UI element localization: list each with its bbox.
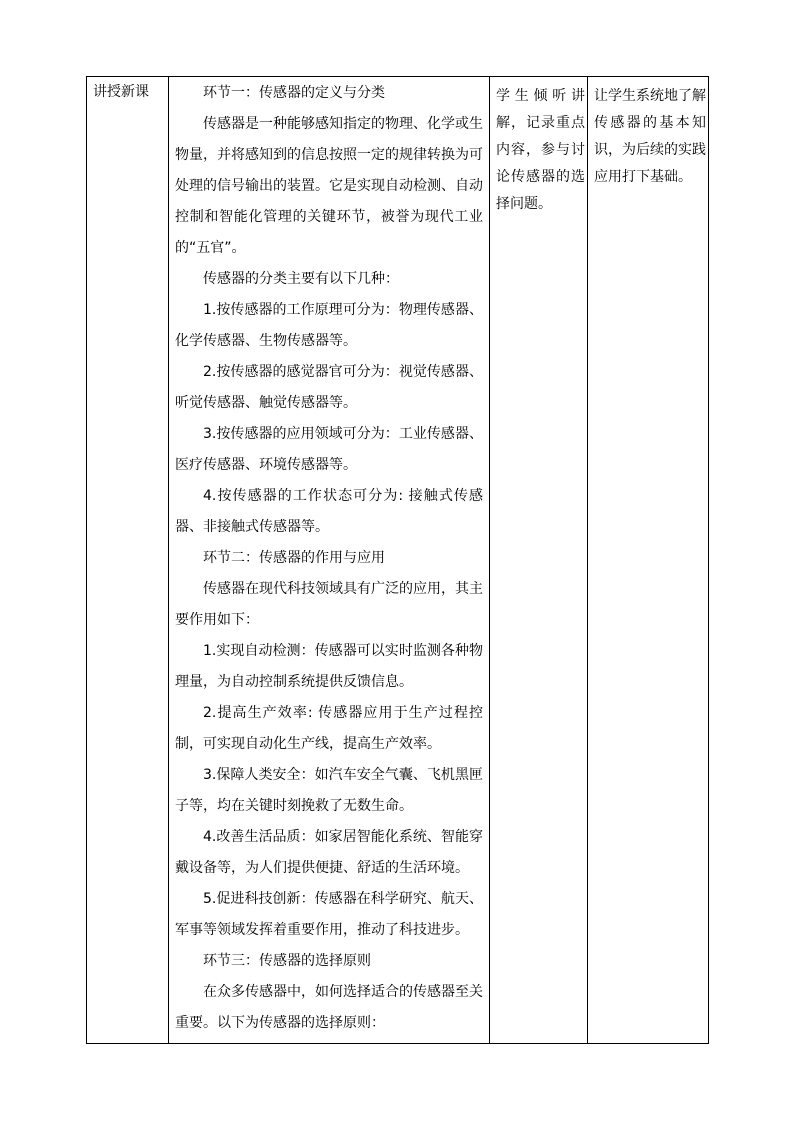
list-item: 2.提高生产效率: 传感器应用于生产过程控制，可实现自动化生产线，提高生产效率。 (175, 705, 483, 752)
design-purpose-text: 让学生系统地了解传感器的基本知识，为后续的实践应用打下基础。 (594, 88, 706, 185)
list-item: 3.保障人类安全：如汽车安全气囊、飞机黑匣子等，均在关键时刻挽救了无数生命。 (175, 767, 483, 814)
content-paragraph: 传感器在现代科技领域具有广泛的应用，其主要作用如下： (175, 581, 483, 628)
stage-label: 讲授新课 (93, 84, 149, 100)
section-heading-2: 环节二：传感器的作用与应用 (203, 550, 385, 566)
stage-cell (87, 77, 169, 1044)
list-item: 4.改善生活品质：如家居智能化系统、智能穿戴设备等，为人们提供便捷、舒适的生活环境。 (175, 829, 483, 876)
lesson-plan-table (86, 76, 709, 1044)
list-item: 5.促进科技创新：传感器在科学研究、航天、军事等领域发挥着重要作用，推动了科技进步。 (175, 891, 483, 938)
table-row (87, 77, 709, 1044)
content-paragraph: 传感器是一种能够感知指定的物理、化学或生物量，并将感知到的信息按照一定的规律转换为可处理的信号输出的装置。它是实现自动检测、自动控制和智能化管理的关键环节，被誉为现代工业的“五官”。 (175, 116, 483, 256)
list-item: 1.实现自动检测：传感器可以实时监测各种物理量，为自动控制系统提供反馈信息。 (175, 643, 483, 690)
section-heading-3: 环节三：传感器的选择原则 (203, 953, 371, 969)
list-item: 4.按传感器的工作状态可分为: 接触式传感器、非接触式传感器等。 (175, 488, 483, 535)
student-activity-text: 学生倾听讲解，记录重点内容，参与讨论传感器的选择问题。 (496, 88, 585, 212)
teaching-content-cell (169, 77, 490, 1044)
design-purpose-cell (588, 77, 709, 1044)
section-heading-1: 环节一：传感器的定义与分类 (203, 85, 385, 101)
list-item: 3.按传感器的应用领域可分为：工业传感器、医疗传感器、环境传感器等。 (175, 426, 483, 473)
list-item: 2.按传感器的感觉器官可分为：视觉传感器、听觉传感器、触觉传感器等。 (175, 364, 483, 411)
content-paragraph: 在众多传感器中，如何选择适合的传感器至关重要。以下为传感器的选择原则： (175, 984, 483, 1031)
student-activity-cell (490, 77, 588, 1044)
content-paragraph: 传感器的分类主要有以下几种： (203, 271, 399, 287)
list-item: 1.按传感器的工作原理可分为：物理传感器、化学传感器、生物传感器等。 (175, 302, 483, 349)
